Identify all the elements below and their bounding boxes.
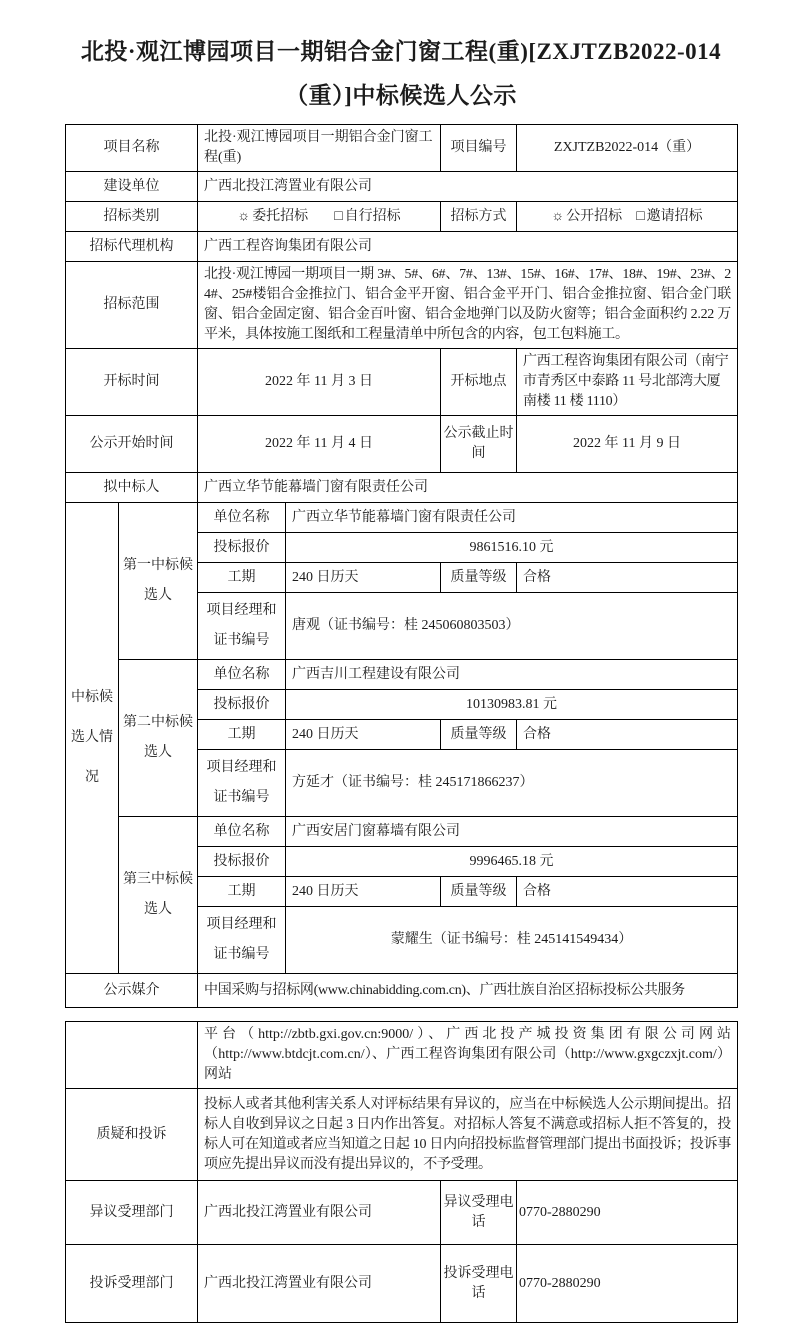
objection-dept-value: 广西北投江湾置业有限公司 bbox=[198, 1181, 441, 1245]
option-self-label: 自行招标 bbox=[344, 208, 401, 224]
objection-text: 投标人或者其他利害关系人对评标结果有异议的，应当在中标候选人公示期间提出。招标人自收到异议之日起 3 日内作出答复。对招标人答复不满意或招标人拒不答复的，投标人可在知道或者应当知道之日起 10 日内向招投标监督管理部门提出书面投诉；投诉事项应先提出异议而没有提出异议的，不予受理。 bbox=[198, 1089, 738, 1181]
media-label: 公示媒介 bbox=[66, 974, 198, 1008]
agency-value: 广西工程咨询集团有限公司 bbox=[198, 232, 738, 262]
candidate-1-duration-label: 工期 bbox=[198, 563, 286, 593]
candidate-1-unit-label: 单位名称 bbox=[198, 503, 286, 533]
tender-method-options bbox=[517, 202, 738, 232]
option-self-tender bbox=[334, 209, 400, 224]
media-continued-label-empty bbox=[66, 1022, 198, 1089]
project-no-label: 项目编号 bbox=[441, 125, 517, 172]
scope-label: 招标范围 bbox=[66, 262, 198, 349]
candidate-1-manager-value: 唐观（证书编号：桂 245060803503） bbox=[286, 593, 738, 660]
complaint-phone-label: 投诉受理电话 bbox=[441, 1245, 517, 1323]
owner-label: 建设单位 bbox=[66, 172, 198, 202]
complaint-phone-value: 0770-2880290 bbox=[517, 1245, 738, 1323]
candidate-3-duration-label: 工期 bbox=[198, 877, 286, 907]
objection-dept-label: 异议受理部门 bbox=[66, 1181, 198, 1245]
page-title-line2: （重）]中标候选人公示 bbox=[285, 83, 517, 108]
candidate-1-rank: 第一中标候选人 bbox=[119, 503, 198, 660]
objection-phone-label: 异议受理电话 bbox=[441, 1181, 517, 1245]
publicity-end-label: 公示截止时间 bbox=[441, 416, 517, 473]
candidate-2-duration-value: 240 日历天 bbox=[286, 720, 441, 750]
candidate-1-manager-label: 项目经理和证书编号 bbox=[198, 593, 286, 660]
candidate-3-quality-label: 质量等级 bbox=[441, 877, 517, 907]
radio-checked-icon: ☼ bbox=[551, 208, 565, 224]
option-invited-label: 邀请招标 bbox=[646, 208, 703, 224]
candidate-2-price-label: 投标报价 bbox=[198, 690, 286, 720]
candidate-2-quality-label: 质量等级 bbox=[441, 720, 517, 750]
media-value-part2: 平台（http://zbtb.gxi.gov.cn:9000/）、广西北投产城投资集团有限公司网站（http://www.btdcjt.com.cn/）、广西工程咨询集团有限公司（http://www.gxgczxjt.com/）网站 bbox=[198, 1022, 738, 1089]
tender-category-label: 招标类别 bbox=[66, 202, 198, 232]
main-table bbox=[65, 124, 738, 1008]
candidate-2-quality-value: 合格 bbox=[517, 720, 738, 750]
candidate-3-unit-value: 广西安居门窗幕墙有限公司 bbox=[286, 817, 738, 847]
page-title bbox=[65, 30, 737, 118]
candidate-2-unit-value: 广西吉川工程建设有限公司 bbox=[286, 660, 738, 690]
option-entrusted-label: 委托招标 bbox=[252, 208, 309, 224]
candidate-1-price-value: 9861516.10 元 bbox=[286, 533, 738, 563]
complaint-dept-value: 广西北投江湾置业有限公司 bbox=[198, 1245, 441, 1323]
objection-phone-value: 0770-2880290 bbox=[517, 1181, 738, 1245]
candidate-2-manager-label: 项目经理和证书编号 bbox=[198, 750, 286, 817]
candidate-3-rank: 第三中标候选人 bbox=[119, 817, 198, 974]
bid-open-place-label: 开标地点 bbox=[441, 349, 517, 416]
proposed-winner-label: 拟中标人 bbox=[66, 473, 198, 503]
agency-label: 招标代理机构 bbox=[66, 232, 198, 262]
bid-open-place-value: 广西工程咨询集团有限公司（南宁市青秀区中泰路 11 号北部湾大厦南楼 11 楼 1110） bbox=[517, 349, 738, 416]
bid-open-time-label: 开标时间 bbox=[66, 349, 198, 416]
radio-checked-icon: ☼ bbox=[237, 208, 251, 224]
project-name-label: 项目名称 bbox=[66, 125, 198, 172]
publicity-start-value: 2022 年 11 月 4 日 bbox=[198, 416, 441, 473]
candidate-3-price-value: 9996465.18 元 bbox=[286, 847, 738, 877]
candidate-3-manager-value: 蒙耀生（证书编号：桂 245141549434） bbox=[286, 907, 738, 974]
option-invited-tender bbox=[636, 209, 702, 224]
candidate-3-unit-label: 单位名称 bbox=[198, 817, 286, 847]
candidate-1-duration-value: 240 日历天 bbox=[286, 563, 441, 593]
publicity-start-label: 公示开始时间 bbox=[66, 416, 198, 473]
candidate-1-quality-label: 质量等级 bbox=[441, 563, 517, 593]
media-value-part1: 中国采购与招标网(www.chinabidding.com.cn)、广西壮族自治区招标投标公共服务 bbox=[198, 974, 738, 1008]
proposed-winner-value: 广西立华节能幕墙门窗有限责任公司 bbox=[198, 473, 738, 503]
option-open-tender bbox=[551, 209, 622, 224]
candidate-1-unit-value: 广西立华节能幕墙门窗有限责任公司 bbox=[286, 503, 738, 533]
candidate-2-manager-value: 方延才（证书编号：桂 245171866237） bbox=[286, 750, 738, 817]
checkbox-unchecked-icon: □ bbox=[636, 208, 645, 224]
complaint-dept-label: 投诉受理部门 bbox=[66, 1245, 198, 1323]
option-open-label: 公开招标 bbox=[566, 208, 623, 224]
candidates-group-label: 中标候选人情况 bbox=[66, 503, 119, 974]
tender-method-label: 招标方式 bbox=[441, 202, 517, 232]
candidate-2-price-value: 10130983.81 元 bbox=[286, 690, 738, 720]
checkbox-unchecked-icon: □ bbox=[334, 208, 343, 224]
secondary-table bbox=[65, 1021, 738, 1323]
objection-label: 质疑和投诉 bbox=[66, 1089, 198, 1181]
candidate-3-price-label: 投标报价 bbox=[198, 847, 286, 877]
candidate-1-quality-value: 合格 bbox=[517, 563, 738, 593]
project-name-value: 北投·观江博园项目一期铝合金门窗工程(重) bbox=[198, 125, 441, 172]
page-title-line1: 北投·观江博园项目一期铝合金门窗工程(重)[ZXJTZB2022-014 bbox=[80, 39, 722, 64]
publicity-end-value: 2022 年 11 月 9 日 bbox=[517, 416, 738, 473]
option-entrusted-tender bbox=[237, 209, 308, 224]
candidate-3-quality-value: 合格 bbox=[517, 877, 738, 907]
candidate-3-duration-value: 240 日历天 bbox=[286, 877, 441, 907]
project-no-value: ZXJTZB2022-014（重） bbox=[517, 125, 738, 172]
tender-category-options bbox=[198, 202, 441, 232]
candidate-3-manager-label: 项目经理和证书编号 bbox=[198, 907, 286, 974]
owner-value: 广西北投江湾置业有限公司 bbox=[198, 172, 738, 202]
candidate-2-rank: 第二中标候选人 bbox=[119, 660, 198, 817]
bid-open-time-value: 2022 年 11 月 3 日 bbox=[198, 349, 441, 416]
candidate-2-unit-label: 单位名称 bbox=[198, 660, 286, 690]
candidate-2-duration-label: 工期 bbox=[198, 720, 286, 750]
candidate-1-price-label: 投标报价 bbox=[198, 533, 286, 563]
scope-value: 北投·观江博园一期项目一期 3#、5#、6#、7#、13#、15#、16#、17#、18#、19#、23#、24#、25#楼铝合金推拉门、铝合金平开窗、铝合金平开门、铝合金推拉窗、铝合金门联窗、铝合金固定窗、铝合金百叶窗、铝合金地弹门以及防火窗等；铝合金面积约 2.22 万平米，具体按施工图纸和工程量清单中所包含的内容，包工包料施工。 bbox=[198, 262, 738, 349]
